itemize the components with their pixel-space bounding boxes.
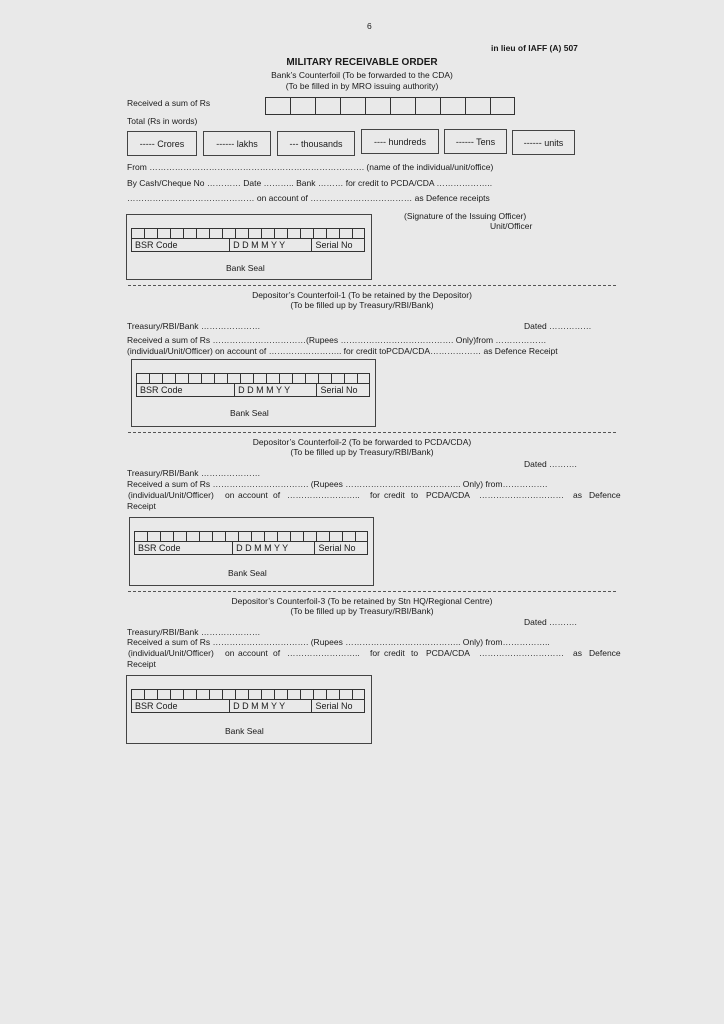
bank-seal-label: Bank Seal [225, 726, 264, 736]
cf3-dated: Dated ………. [524, 617, 577, 627]
cf2-dated: Dated ………. [524, 459, 577, 469]
cf2-acc-word: account [238, 490, 268, 500]
bank-stub-2 [131, 359, 376, 427]
bank-stub-1 [126, 214, 372, 280]
cf1-subheading: (To be filled up by Treasury/RBI/Bank) [290, 300, 434, 310]
stub-code-row [136, 384, 370, 397]
cf2-heading: Depositor’s Counterfoil-2 (To be forwarded to PCDA/CDA) [252, 437, 472, 447]
cf2-acc-word: PCDA/CDA [426, 490, 470, 500]
stub-code-row [134, 542, 368, 555]
bank-seal-label: Bank Seal [226, 263, 265, 273]
cf1-account-line: (individual/Unit/Officer) on account of …………………….. for credit toPCDA/CDA……………… as Defence Receipt [127, 346, 558, 356]
stub-digit-boxes[interactable] [131, 228, 365, 239]
cf3-acc-word: ………………………… [479, 648, 564, 658]
form-instruction: (To be filled in by MRO issuing authority) [285, 81, 439, 91]
cf3-acc-word: to [411, 648, 419, 658]
cf3-received-line: Received a sum of Rs ……………………………. (Rupees ………………………………….. Only) from…………….. [127, 637, 550, 647]
bsr-code-label: BSR Code [137, 384, 235, 396]
bank-seal-label: Bank Seal [230, 408, 269, 418]
bank-stub-3 [129, 517, 374, 586]
unit-officer-label: Unit/Officer [490, 221, 533, 231]
cf3-acc-word: of [273, 648, 281, 658]
form-title: MILITARY RECEIVABLE ORDER [286, 57, 438, 68]
cf2-acc-word: Defence [589, 490, 621, 500]
cf2-receipt-word: Receipt [127, 501, 156, 511]
serial-no-label: Serial No [315, 240, 353, 250]
cf1-received-line: Received a sum of Rs ……………………………(Rupees …………………………………. Only)from ……………… [127, 335, 547, 345]
bank-stub-4 [126, 675, 372, 744]
cf2-account-line [128, 490, 622, 501]
signature-label: (Signature of the Issuing Officer) [404, 211, 527, 221]
cf2-acc-word: credit [384, 490, 405, 500]
bsr-code-label: BSR Code [135, 542, 233, 554]
bank-seal-label: Bank Seal [228, 568, 267, 578]
cf3-receipt-word: Receipt [127, 659, 156, 669]
cf2-acc-word: of [273, 490, 281, 500]
cf3-acc-word: (individual/Unit/Officer) [128, 648, 214, 658]
cf3-treasury-line: Treasury/RBI/Bank ………………… [127, 627, 261, 637]
tens-box[interactable]: ------ Tens [444, 129, 507, 154]
serial-no-label: Serial No [315, 701, 353, 711]
cf1-heading: Depositor’s Counterfoil-1 (To be retained by the Depositor) [252, 290, 472, 300]
cf3-acc-word: PCDA/CDA [426, 648, 470, 658]
cf1-dated: Dated …………… [524, 321, 592, 331]
cf2-acc-word: ………………………… [479, 490, 564, 500]
lakhs-box[interactable]: ------ lakhs [203, 131, 271, 156]
date-format-label: D D M M Y Y [235, 384, 317, 396]
units-box[interactable]: ------ units [512, 130, 575, 155]
cf2-acc-word: on [225, 490, 235, 500]
bsr-code-label: BSR Code [132, 239, 230, 251]
serial-no-label: Serial No [318, 543, 356, 553]
cf3-subheading: (To be filled up by Treasury/RBI/Bank) [290, 606, 434, 616]
cf3-acc-word: for [370, 648, 380, 658]
cf3-acc-word: account [238, 648, 268, 658]
stub-code-row [131, 239, 365, 252]
cut-line [128, 432, 616, 433]
cf1-treasury-line: Treasury/RBI/Bank ………………… [127, 321, 261, 331]
stub-digit-boxes[interactable] [131, 689, 365, 700]
bsr-code-label: BSR Code [132, 700, 230, 712]
received-sum-label: Received a sum of Rs [127, 98, 211, 108]
cf3-account-line [128, 648, 622, 659]
stub-digit-boxes[interactable] [134, 531, 368, 542]
date-format-label: D D M M Y Y [230, 700, 312, 712]
date-format-label: D D M M Y Y [230, 239, 312, 251]
cf2-acc-word: for [370, 490, 380, 500]
form-subtitle: Bank’s Counterfoil (To be forwarded to the CDA) [271, 70, 453, 80]
amount-digit-boxes[interactable] [265, 97, 515, 115]
serial-no-label: Serial No [320, 385, 358, 395]
cf3-acc-word: on [225, 648, 235, 658]
cf2-acc-word: to [411, 490, 419, 500]
cf2-acc-word: …………………….. [287, 490, 360, 500]
cf2-treasury-line: Treasury/RBI/Bank ………………… [127, 468, 261, 478]
cf3-acc-word: Defence [589, 648, 621, 658]
total-words-label: Total (Rs in words) [127, 116, 198, 126]
hundreds-box[interactable]: ---- hundreds [361, 129, 439, 154]
cut-line [128, 285, 616, 286]
form-reference: in lieu of IAFF (A) 507 [491, 43, 578, 53]
cf3-acc-word: credit [384, 648, 405, 658]
date-format-label: D D M M Y Y [233, 542, 315, 554]
cf2-acc-word: as [573, 490, 582, 500]
stub-code-row [131, 700, 365, 713]
stub-digit-boxes[interactable] [136, 373, 370, 384]
from-line: From …………………………………………………………………. (name of the individual/unit/office) [127, 162, 494, 172]
account-line: ……………………………………… on account of ……………………………… as Defence receipts [127, 193, 490, 203]
crores-box[interactable]: ----- Crores [127, 131, 197, 156]
cf3-heading: Depositor’s Counterfoil-3 (To be retained by Stn HQ/Regional Centre) [231, 596, 493, 606]
cut-line [128, 591, 616, 592]
cf2-acc-word: (individual/Unit/Officer) [128, 490, 214, 500]
cash-cheque-line: By Cash/Cheque No ………… Date ……….. Bank ……… for credit to PCDA/CDA ……………….. [127, 178, 493, 188]
cf3-acc-word: …………………….. [287, 648, 360, 658]
thousands-box[interactable]: --- thousands [277, 131, 355, 156]
page-number: 6 [367, 21, 372, 31]
cf2-subheading: (To be filled up by Treasury/RBI/Bank) [290, 447, 434, 457]
cf2-received-line: Received a sum of Rs ……………………………. (Rupees ………………………………….. Only) from……………. [127, 479, 548, 489]
cf3-acc-word: as [573, 648, 582, 658]
